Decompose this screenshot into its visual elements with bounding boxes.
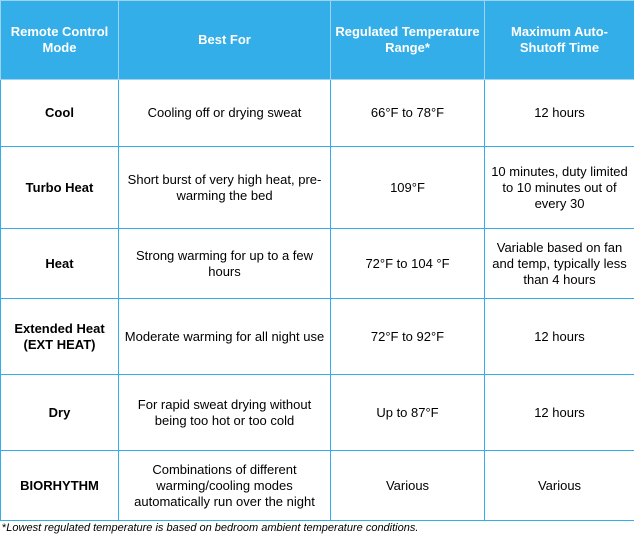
temperature-cell: 66°F to 78°F (331, 80, 485, 147)
footnote-marker: * (2, 522, 7, 534)
header-row (1, 1, 634, 80)
header-shutoff-time: Maximum Auto-Shutoff Time (485, 1, 634, 80)
best-for-cell: Combinations of different warming/cooling modes automatically run over the night (119, 451, 331, 521)
table-row-extended-heat (1, 299, 634, 375)
mode-cell: Dry (1, 375, 119, 451)
table-row-heat (1, 229, 634, 299)
temperature-cell: 109°F (331, 147, 485, 229)
table-row-biorhythm (1, 451, 634, 521)
temperature-cell: Up to 87°F (331, 375, 485, 451)
temperature-cell: 72°F to 92°F (331, 299, 485, 375)
table-row-cool (1, 80, 634, 147)
header-mode: Remote Control Mode (1, 1, 119, 80)
shutoff-cell: Various (485, 451, 634, 521)
mode-cell: BIORHYTHM (1, 451, 119, 521)
footnote-text: Lowest regulated temperature is based on bedroom ambient temperature conditions. (6, 522, 419, 534)
header-temperature-range: Regulated Temperature Range* (331, 1, 485, 80)
shutoff-cell: 12 hours (485, 80, 634, 147)
best-for-cell: For rapid sweat drying without being too hot or too cold (119, 375, 331, 451)
temperature-cell: Various (331, 451, 485, 521)
best-for-cell: Moderate warming for all night use (119, 299, 331, 375)
shutoff-cell: 12 hours (485, 299, 634, 375)
mode-cell: Cool (1, 80, 119, 147)
best-for-cell: Cooling off or drying sweat (119, 80, 331, 147)
best-for-cell: Strong warming for up to a few hours (119, 229, 331, 299)
temperature-cell: 72°F to 104 °F (331, 229, 485, 299)
table-row-dry (1, 375, 634, 451)
header-best-for: Best For (119, 1, 331, 80)
shutoff-cell: 10 minutes, duty limited to 10 minutes out of every 30 (485, 147, 634, 229)
shutoff-cell: Variable based on fan and temp, typically less than 4 hours (485, 229, 634, 299)
best-for-cell: Short burst of very high heat, pre-warming the bed (119, 147, 331, 229)
mode-cell: Extended Heat (EXT HEAT) (1, 299, 119, 375)
mode-cell: Heat (1, 229, 119, 299)
shutoff-cell: 12 hours (485, 375, 634, 451)
table-row-turbo-heat (1, 147, 634, 229)
mode-cell: Turbo Heat (1, 147, 119, 229)
footnote (2, 522, 418, 534)
